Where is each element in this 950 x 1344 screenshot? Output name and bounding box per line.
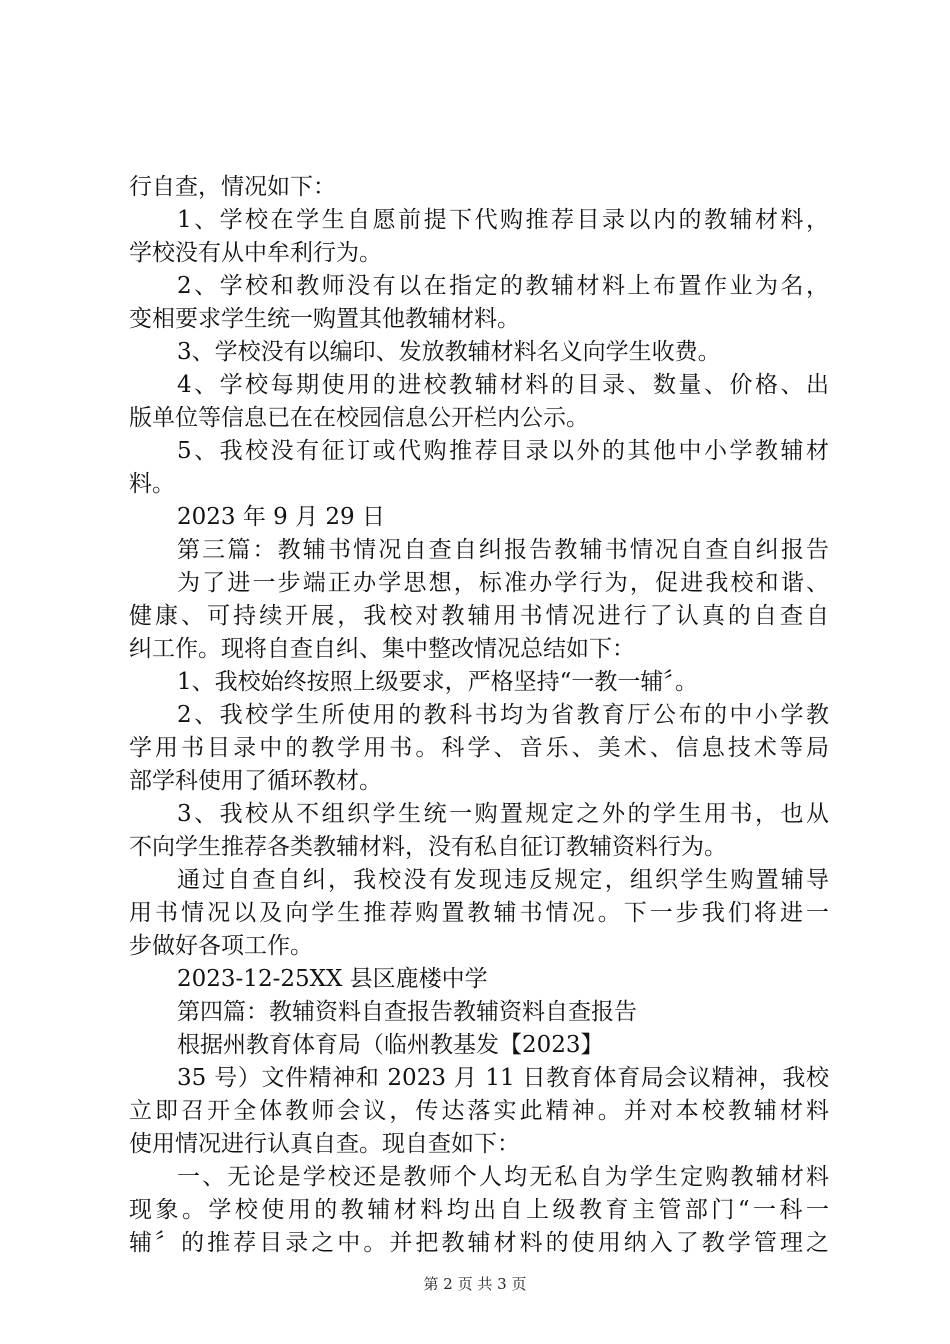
text-line: 料。 bbox=[129, 471, 175, 497]
text-line: 步做好各项工作。 bbox=[129, 933, 313, 959]
text-line: 1、学校在学生自愿前提下代购推荐目录以内的教辅材料， bbox=[177, 207, 829, 233]
text-line: 行自查，情况如下： bbox=[129, 174, 336, 200]
text-line: 版单位等信息已在在校园信息公开栏内公示。 bbox=[129, 405, 589, 431]
text-line: 使用情况进行认真自查。现自查如下： bbox=[129, 1131, 520, 1157]
text-line: 现象。学校使用的教辅材料均出自上级教育主管部门“一科一 bbox=[129, 1197, 829, 1223]
text-line: 3、学校没有以编印、发放教辅材料名义向学生收费。 bbox=[177, 339, 721, 365]
text-line: 第四篇：教辅资料自查报告教辅资料自查报告 bbox=[177, 999, 637, 1025]
text-line: 变相要求学生统一购置其他教辅材料。 bbox=[129, 306, 520, 332]
text-line: 为了进一步端正办学思想，标准办学行为，促进我校和谐、 bbox=[177, 570, 829, 596]
text-line: 通过自查自纠，我校没有发现违反规定，组织学生购置辅导 bbox=[177, 867, 829, 893]
text-line: 1、我校始终按照上级要求，严格坚持“一教一辅〞。 bbox=[177, 669, 698, 695]
text-line: 5、我校没有征订或代购推荐目录以外的其他中小学教辅材 bbox=[177, 438, 829, 464]
text-line: 纠工作。现将自查自纠、集中整改情况总结如下： bbox=[129, 636, 635, 662]
text-line: 一、无论是学校还是教师个人均无私自为学生定购教辅材料 bbox=[177, 1164, 829, 1190]
text-line: 2023 年 9 月 29 日 bbox=[177, 504, 385, 530]
text-line: 35 号）文件精神和 2023 月 11 日教育体育局会议精神，我校 bbox=[177, 1065, 829, 1091]
text-line: 根据州教育体育局（临州教基发【2023】 bbox=[177, 1032, 604, 1058]
text-line: 学校没有从中牟利行为。 bbox=[129, 240, 382, 266]
page-footer: 第 2 页 共 3 页 bbox=[423, 1275, 527, 1293]
text-line: 2、学校和教师没有以在指定的教辅材料上布置作业为名， bbox=[177, 273, 829, 299]
text-line: 部学科使用了循环教材。 bbox=[129, 768, 382, 794]
text-line: 学用书目录中的教学用书。科学、音乐、美术、信息技术等局 bbox=[129, 735, 829, 761]
text-line: 健康、可持续开展，我校对教辅用书情况进行了认真的自查自 bbox=[129, 603, 829, 629]
text-line: 不向学生推荐各类教辅材料，没有私自征订教辅资料行为。 bbox=[129, 834, 727, 860]
text-line: 3、我校从不组织学生统一购置规定之外的学生用书，也从 bbox=[177, 801, 829, 827]
text-line: 4、学校每期使用的进校教辅材料的目录、数量、价格、出 bbox=[177, 372, 829, 398]
text-line: 辅〞的推荐目录之中。并把教辅材料的使用纳入了教学管理之 bbox=[129, 1230, 829, 1256]
text-line: 第三篇：教辅书情况自查自纠报告教辅书情况自查自纠报告 bbox=[177, 537, 829, 563]
text-line: 2023-12-25XX 县区鹿楼中学 bbox=[177, 966, 488, 992]
text-line: 用书情况以及向学生推荐购置教辅书情况。下一步我们将进一 bbox=[129, 900, 829, 926]
text-line: 立即召开全体教师会议，传达落实此精神。并对本校教辅材料 bbox=[129, 1098, 829, 1124]
document-body bbox=[129, 171, 829, 1260]
text-line: 2、我校学生所使用的教科书均为省教育厅公布的中小学教 bbox=[177, 702, 829, 728]
